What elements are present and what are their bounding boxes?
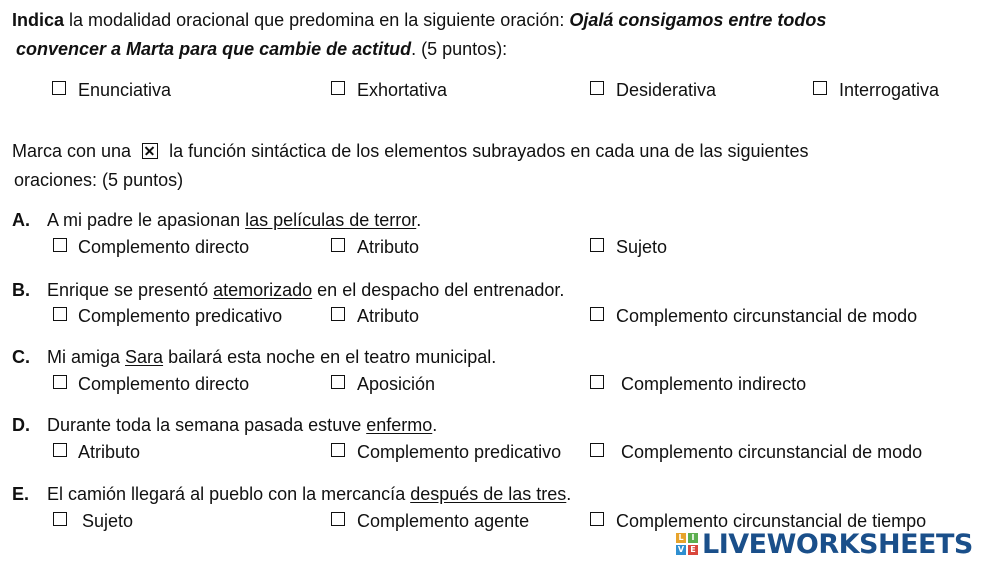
- answer-label: Atributo: [357, 306, 420, 326]
- item-letter: D.: [12, 415, 30, 435]
- item-sentence: A mi padre le apasionan las películas de terror.: [47, 210, 422, 230]
- item-letter: E.: [12, 484, 30, 504]
- answer-checkbox[interactable]: [53, 238, 67, 252]
- q1-option-checkbox[interactable]: [813, 81, 827, 95]
- answer-label: Sujeto: [616, 237, 668, 257]
- answer-label: Complemento circunstancial de tiempo: [616, 511, 927, 531]
- answer-label: Complemento indirecto: [621, 374, 807, 394]
- logo-text: LIVEWORKSHEETS: [702, 528, 973, 560]
- item-letter: C.: [12, 347, 30, 367]
- answer-checkbox[interactable]: [53, 443, 67, 457]
- answer-label: Complemento circunstancial de modo: [616, 306, 918, 326]
- item-sentence: El camión llegará al pueblo con la mercancía después de las tres.: [47, 484, 572, 504]
- q1-line1: [12, 9, 826, 31]
- q1-option-checkbox[interactable]: [590, 81, 604, 95]
- q2-instruction: [12, 140, 809, 162]
- answer-label: Atributo: [78, 442, 141, 462]
- answer-label: Complemento predicativo: [357, 442, 562, 462]
- answer-label: Atributo: [357, 237, 420, 257]
- q1-option-label: Desiderativa: [616, 80, 717, 100]
- answer-checkbox[interactable]: [590, 375, 604, 389]
- q1-sentence-part2: convencer a Marta para que cambie de actitud: [16, 39, 412, 59]
- underlined-element: después de las tres: [410, 484, 567, 504]
- item-letter: A.: [12, 210, 30, 230]
- q1-option-checkbox[interactable]: [52, 81, 66, 95]
- answer-checkbox[interactable]: [331, 375, 345, 389]
- item-sentence: Enrique se presentó atemorizado en el despacho del entrenador.: [47, 280, 565, 300]
- answer-checkbox[interactable]: [590, 238, 604, 252]
- checked-box-icon: [142, 143, 158, 159]
- answer-checkbox[interactable]: [53, 512, 67, 526]
- underlined-element: enfermo: [366, 415, 433, 435]
- answer-checkbox[interactable]: [53, 375, 67, 389]
- q2-instruction-part2: la función sintáctica de los elementos subrayados en cada una de las siguientes: [169, 141, 809, 161]
- answer-checkbox[interactable]: [590, 512, 604, 526]
- q2-instruction-part1: Marca con una: [12, 141, 132, 161]
- answer-label: Aposición: [357, 374, 436, 394]
- q1-lead-bold: Indica: [12, 10, 65, 30]
- answer-checkbox[interactable]: [53, 307, 67, 321]
- answer-checkbox[interactable]: [331, 307, 345, 321]
- underlined-element: las películas de terror: [245, 210, 417, 230]
- q2-instruction-line2: oraciones: (5 puntos): [14, 170, 184, 190]
- answer-label: Complemento agente: [357, 511, 530, 531]
- q1-option-checkbox[interactable]: [331, 81, 345, 95]
- item-sentence: Mi amiga Sara bailará esta noche en el teatro municipal.: [47, 347, 497, 367]
- liveworksheets-logo: [676, 529, 973, 559]
- answer-label: Complemento directo: [78, 374, 250, 394]
- answer-checkbox[interactable]: [331, 238, 345, 252]
- q1-points: . (5 puntos):: [411, 39, 508, 59]
- q1-line2: [16, 38, 507, 60]
- q1-option-label: Interrogativa: [839, 80, 940, 100]
- item-letter: B.: [12, 280, 30, 300]
- answer-checkbox[interactable]: [331, 443, 345, 457]
- answer-label: Complemento predicativo: [78, 306, 283, 326]
- q1-sentence-part1: Ojalá consigamos entre todos: [569, 10, 827, 30]
- answer-label: Complemento circunstancial de modo: [621, 442, 923, 462]
- q1-option-label: Exhortativa: [357, 80, 448, 100]
- underlined-element: Sara: [125, 347, 164, 367]
- answer-checkbox[interactable]: [331, 512, 345, 526]
- underlined-element: atemorizado: [213, 280, 313, 300]
- answer-checkbox[interactable]: [590, 307, 604, 321]
- answer-label: Sujeto: [82, 511, 134, 531]
- answer-checkbox[interactable]: [590, 443, 604, 457]
- answer-label: Complemento directo: [78, 237, 250, 257]
- logo-grid-icon: L I V E: [676, 533, 698, 555]
- q1-option-label: Enunciativa: [78, 80, 172, 100]
- item-sentence: Durante toda la semana pasada estuve enfermo.: [47, 415, 438, 435]
- q1-lead-text: la modalidad oracional que predomina en la siguiente oración:: [64, 10, 570, 30]
